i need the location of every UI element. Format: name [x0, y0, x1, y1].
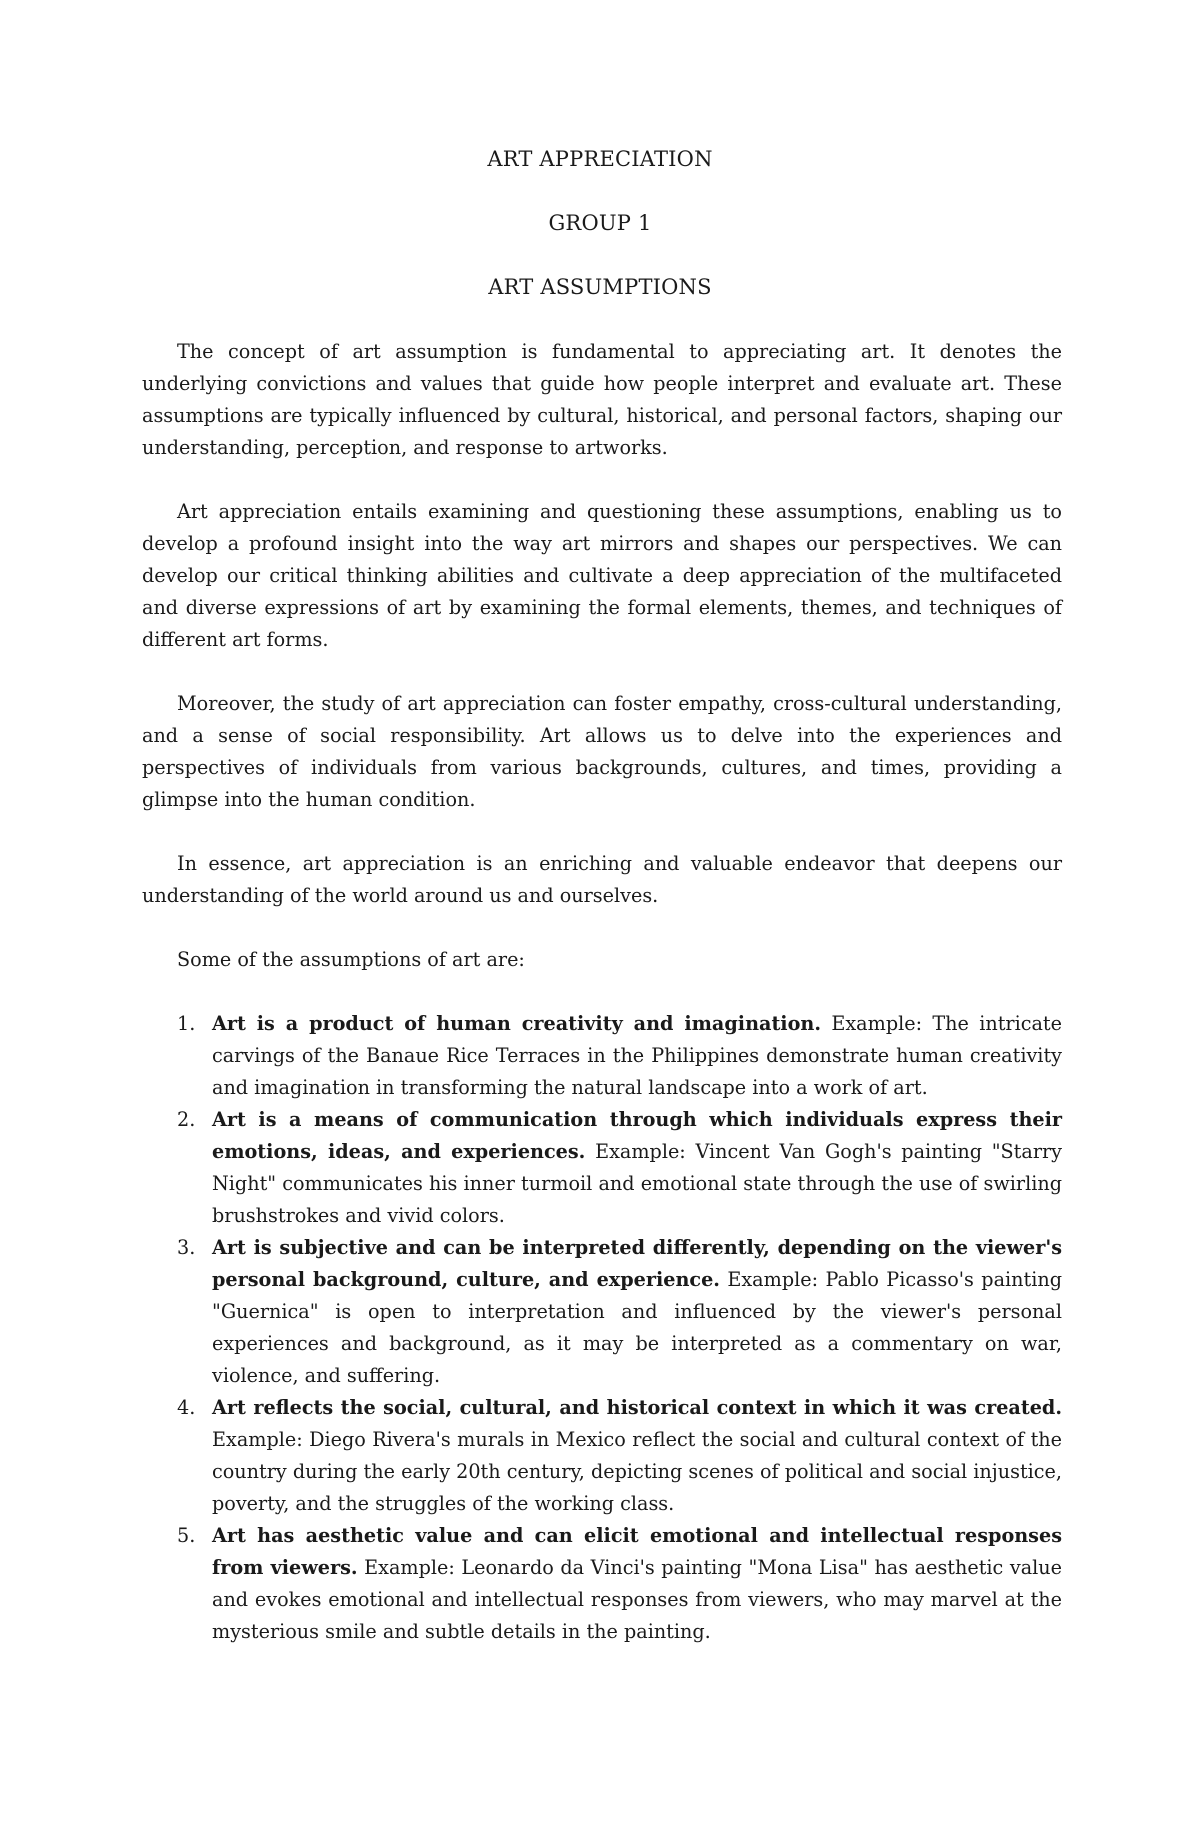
- list-intro: Some of the assumptions of art are:: [177, 948, 525, 971]
- list-item-text: Example: Vincent Van Gogh's painting "Starry Night" communicates his inner turmoil and emotional state through the use of swirling brushstrokes and vivid colors.: [212, 1140, 1062, 1227]
- list-item: [142, 1232, 1062, 1392]
- list-item-heading: Art is a means of communication through which individuals express their emotions, ideas, and experiences.: [212, 1108, 1062, 1163]
- paragraph-empathy: Moreover, the study of art appreciation can foster empathy, cross-cultural understanding, and a sense of social responsibility. Art allows us to delve into the experiences and perspectives of individuals from various backgrounds, cultures, and times, providing a glimpse into the human condition.: [142, 692, 1062, 811]
- document-body: [142, 336, 1062, 1648]
- list-item-heading: Art is a product of human creativity and imagination.: [212, 1012, 822, 1035]
- list-item-text: Example: Leonardo da Vinci's painting "Mona Lisa" has aesthetic value and evokes emotional and intellectual responses from viewers, who may marvel at the mysterious smile and subtle details in the painting.: [212, 1556, 1062, 1643]
- group-title: GROUP 1: [548, 211, 652, 235]
- list-item-number: 3.: [177, 1236, 196, 1259]
- paragraph-concept: The concept of art assumption is fundamental to appreciating art. It denotes the underlying convictions and values that guide how people interpret and evaluate art. These assumptions are typically influenced by cultural, historical, and personal factors, shaping our understanding, perception, and response to artworks.: [142, 340, 1062, 459]
- paragraph-essence: In essence, art appreciation is an enriching and valuable endeavor that deepens our understanding of the world around us and ourselves.: [142, 852, 1062, 907]
- list-item-text: Example: Pablo Picasso's painting "Guernica" is open to interpretation and influenced by the viewer's personal experiences and background, as it may be interpreted as a commentary on war, violence, and suffering.: [212, 1268, 1062, 1387]
- list-item-text: Example: The intricate carvings of the Banaue Rice Terraces in the Philippines demonstrate human creativity and imagination in transforming the natural landscape into a work of art.: [212, 1012, 1062, 1099]
- list-item: [142, 1008, 1062, 1104]
- list-item: [142, 1104, 1062, 1232]
- course-title: ART APPRECIATION: [487, 147, 713, 171]
- section-title: ART ASSUMPTIONS: [488, 275, 712, 299]
- paragraph-appreciation: Art appreciation entails examining and questioning these assumptions, enabling us to develop a profound insight into the way art mirrors and shapes our perspectives. We can develop our critical thinking abilities and cultivate a deep appreciation of the multifaceted and diverse expressions of art by examining the formal elements, themes, and techniques of different art forms.: [142, 500, 1062, 651]
- list-item-number: 5.: [177, 1524, 196, 1547]
- document-headings: [0, 145, 1200, 301]
- list-item-heading: Art reflects the social, cultural, and historical context in which it was created.: [212, 1396, 1062, 1419]
- list-item: [142, 1392, 1062, 1520]
- list-item-number: 1.: [177, 1012, 196, 1035]
- list-item-number: 4.: [177, 1396, 196, 1419]
- list-item-heading: Art is subjective and can be interpreted differently, depending on the viewer's personal background, culture, and experience.: [212, 1236, 1062, 1291]
- list-item: [142, 1520, 1062, 1648]
- list-item-text: Example: Diego Rivera's murals in Mexico reflect the social and cultural context of the country during the early 20th century, depicting scenes of political and social injustice, poverty, and the struggles of the working class.: [212, 1428, 1062, 1515]
- list-item-number: 2.: [177, 1108, 196, 1131]
- list-item-heading: Art has aesthetic value and can elicit emotional and intellectual responses from viewers.: [212, 1524, 1062, 1579]
- assumptions-list: [142, 1008, 1062, 1648]
